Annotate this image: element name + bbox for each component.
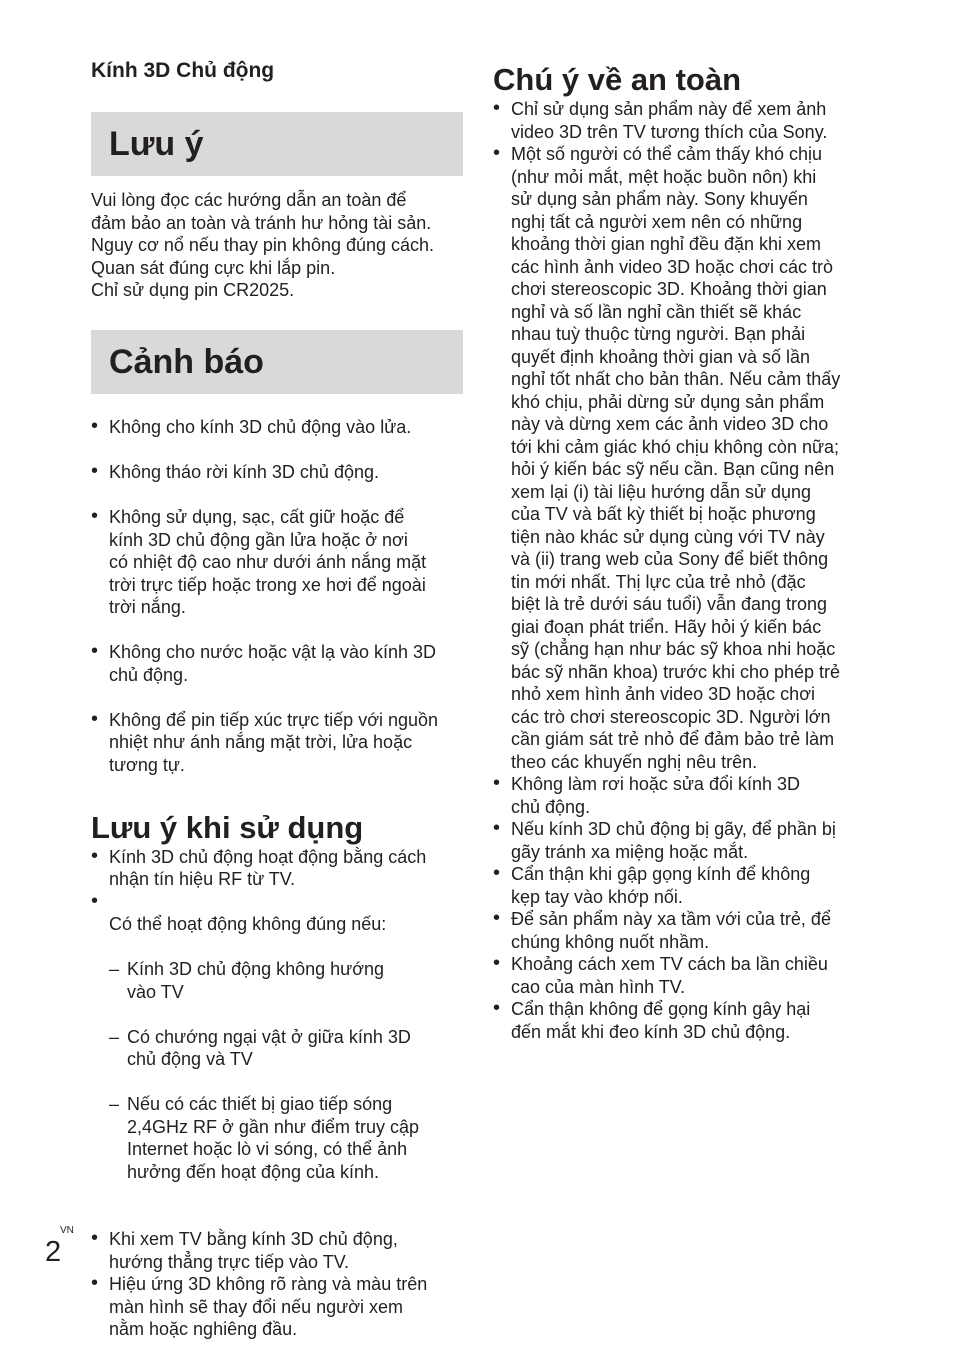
usage-heading: Lưu ý khi sử dụng [91, 809, 364, 845]
page-number: 2 [45, 1236, 62, 1268]
subitem-not-facing-tv: – Kính 3D chủ động không hướng vào TV [109, 958, 463, 1003]
notice-heading: Lưu ý [91, 112, 463, 176]
warning-item-heat: • Không sử dụng, sạc, cất giữ hoặc để kính 3D chủ động gần lửa hoặc ở nơi có nhiệt độ cao như dưới ánh nắng mặt trời trực tiếp hoặc trong xe hơi để ngoài trời nắng. [91, 506, 463, 619]
subitem-obstacle: – Có chướng ngại vật ở giữa kính 3D chủ động và TV [109, 1026, 463, 1071]
page-language-code: VN [60, 1225, 74, 1236]
safety-item-compatible-tv: • Chỉ sử dụng sản phẩm này để xem ảnh video 3D trên TV tương thích của Sony. [493, 98, 868, 143]
safety-list [493, 98, 868, 1043]
safety-item-children: • Để sản phẩm này xa tầm với của trẻ, để chúng không nuốt nhầm. [493, 908, 868, 953]
usage-item-malfunction-label: Có thể hoạt động không đúng nếu: [109, 914, 387, 934]
document-title: Kính 3D Chủ động [91, 59, 275, 82]
safety-item-distance: • Khoảng cách xem TV cách ba lần chiều cao của màn hình TV. [493, 953, 868, 998]
usage-item-rf: • Kính 3D chủ động hoạt động bằng cách nhận tín hiệu RF từ TV. [91, 846, 463, 891]
safety-heading: Chú ý về an toàn [493, 62, 742, 97]
usage-item-head-tilt: • Hiệu ứng 3D không rõ ràng và màu trên màn hình sẽ thay đổi nếu người xem nằm hoặc nghiêng đầu. [91, 1273, 463, 1341]
malfunction-sublist [109, 936, 463, 1206]
warning-item-water: • Không cho nước hoặc vật lạ vào kính 3D chủ động. [91, 641, 463, 686]
right-column [493, 62, 868, 1043]
notice-text: Vui lòng đọc các hướng dẫn an toàn để đảm bảo an toàn và tránh hư hỏng tài sản. Nguy cơ nổ nếu thay pin không đúng cách. Quan sát đúng cực khi lắp pin. Chỉ sử dụng pin CR2025. [91, 190, 435, 300]
warning-item-battery: • Không để pin tiếp xúc trực tiếp với nguồn nhiệt như ánh nắng mặt trời, lửa hoặc tương tự. [91, 709, 463, 777]
safety-item-broken: • Nếu kính 3D chủ động bị gãy, để phần bị gãy tránh xa miệng hoặc mắt. [493, 818, 868, 863]
warning-heading: Cảnh báo [91, 330, 463, 394]
safety-item-discomfort: • Một số người có thể cảm thấy khó chịu (như mỏi mắt, mệt hoặc buồn nôn) khi sử dụng sản phẩm này. Sony khuyến nghị tất cả người xem nên có những khoảng thời gian nghỉ đều đặn khi xem các hình ảnh video 3D hoặc chơi các trò chơi stereoscopic 3D. Khoảng thời gian nghỉ và số lần nghỉ cần thiết sẽ khác nhau tuỳ thuộc từng người. Bạn phải quyết định khoảng thời gian và số lần nghỉ tốt nhất cho bản thân. Nếu cảm thấy khó chịu, phải dừng sử dụng sản phẩm này và dừng xem các ảnh video 3D cho tới khi cảm giác khó chịu không còn nữa; hỏi ý kiến bác sỹ nếu cần. Bạn cũng nên xem lại (i) tài liệu hướng dẫn sử dụng của TV và bất kỳ thiết bị hoặc phương tiện nào khác sử dụng cùng với TV này và (ii) trang web của Sony để biết thông tin mới nhất. Thị lực của trẻ nhỏ (đặc biệt là trẻ dưới sáu tuổi) vẫn đang trong giai đoạn phát triển. Hãy hỏi ý kiến bác sỹ (chẳng hạn như bác sỹ khoa nhi hoặc bác sỹ nhãn khoa) trước khi cho phép trẻ nhỏ xem hình ảnh video 3D hoặc chơi các trò chơi stereoscopic 3D. Người lớn cần giám sát trẻ nhỏ để đảm bảo trẻ làm theo các khuyến nghị nêu trên. [493, 143, 868, 773]
usage-item-malfunction [91, 891, 463, 1229]
usage-list [91, 846, 463, 1341]
warning-item-disassemble: • Không tháo rời kính 3D chủ động. [91, 461, 463, 484]
warning-item-fire: • Không cho kính 3D chủ động vào lửa. [91, 416, 463, 439]
warning-list [91, 394, 463, 799]
safety-item-folding: • Cẩn thận khi gập gọng kính để không kẹp tay vào khớp nối. [493, 863, 868, 908]
subitem-rf-interference: – Nếu có các thiết bị giao tiếp sóng 2,4GHz RF ở gần như điểm truy cập Internet hoặc lò vi sóng, có thể ảnh hưởng đến hoạt động của kính. [109, 1093, 463, 1183]
usage-item-face-tv: • Khi xem TV bằng kính 3D chủ động, hướng thẳng trực tiếp vào TV. [91, 1228, 463, 1273]
safety-item-frame-eyes: • Cẩn thận không để gọng kính gây hại đến mắt khi đeo kính 3D chủ động. [493, 998, 868, 1043]
left-column [91, 58, 463, 1341]
safety-item-no-drop: • Không làm rơi hoặc sửa đổi kính 3D chủ động. [493, 773, 868, 818]
